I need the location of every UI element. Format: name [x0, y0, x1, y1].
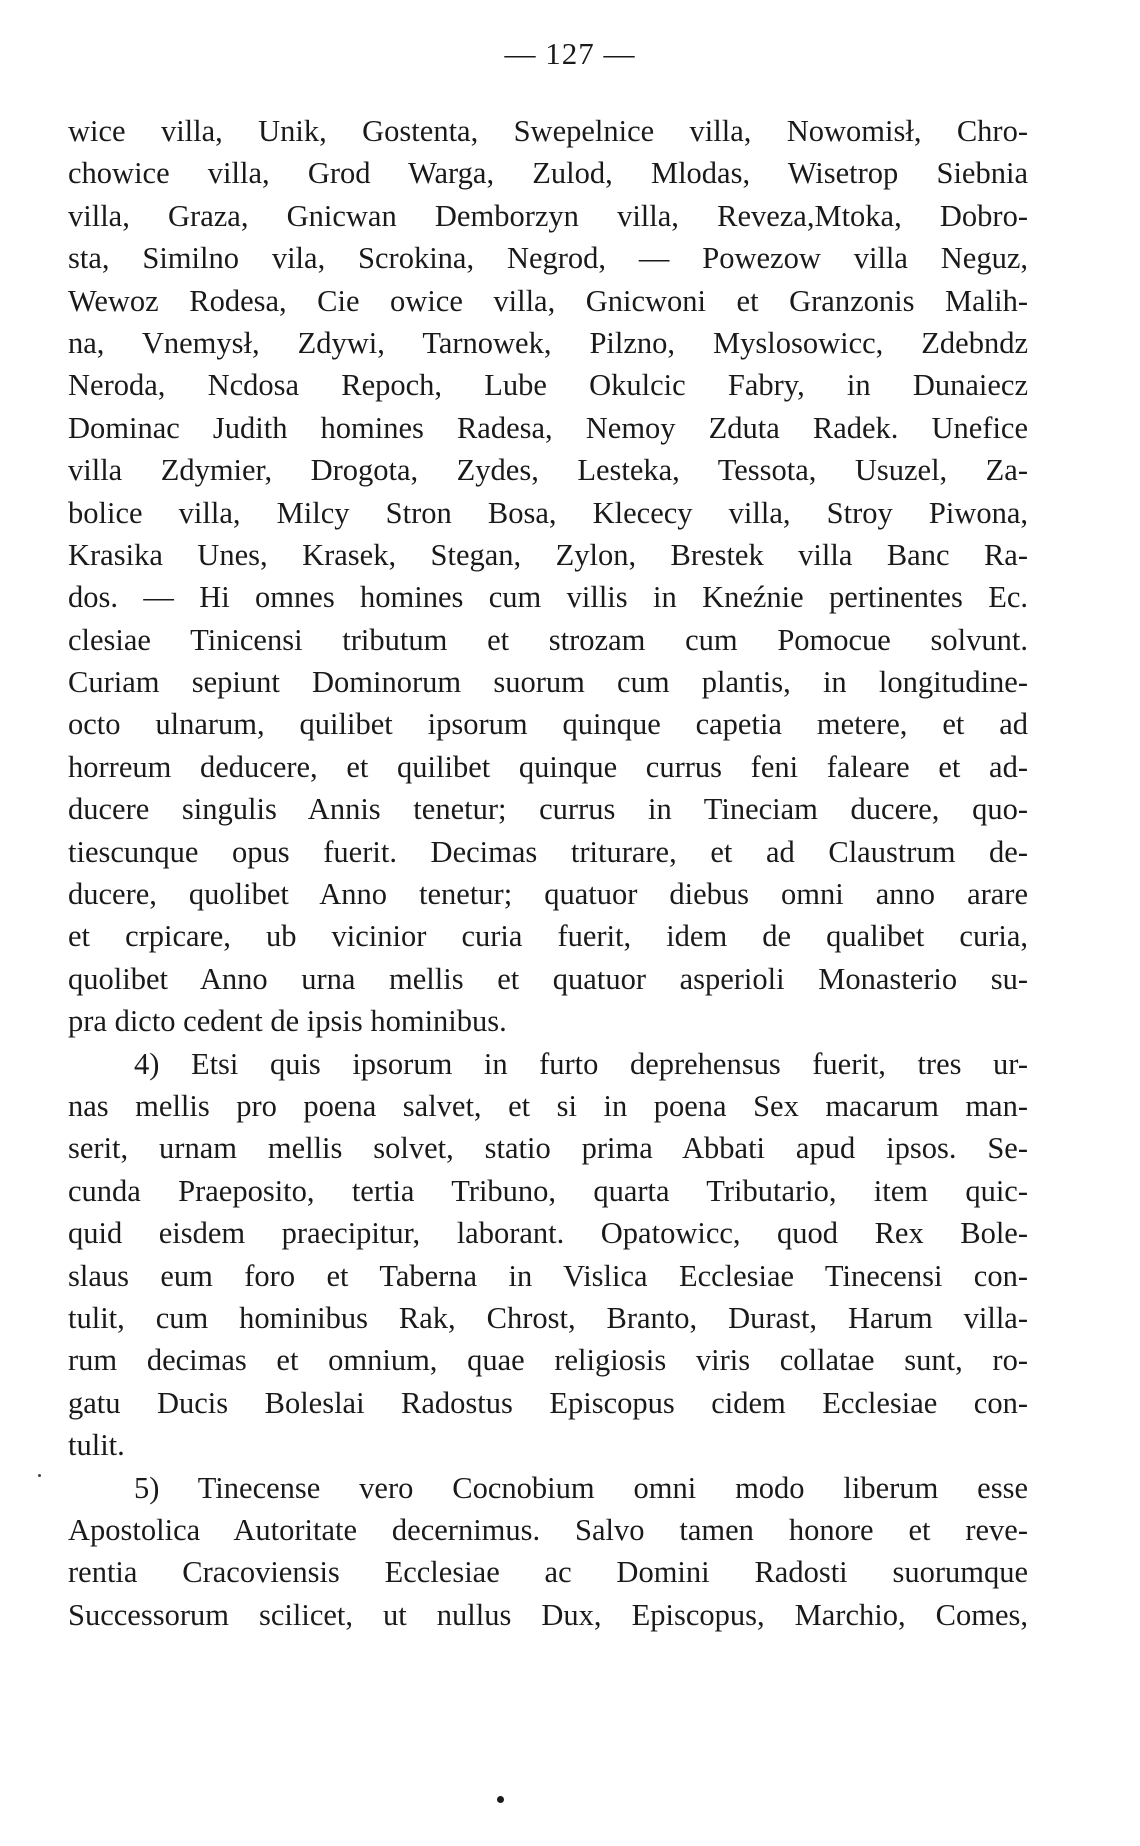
text-line: gatu Ducis Boleslai Radostus Episcopus cidem Ecclesiae con- — [68, 1385, 1028, 1420]
text-line: Apostolica Autoritate decernimus. Salvo tamen honore et reve- — [68, 1512, 1028, 1547]
text-line: tulit, cum hominibus Rak, Chrost, Branto, Durast, Harum villa- — [68, 1300, 1028, 1335]
paragraph-5-start: 5) Tinecense vero Cocnobium omni modo liberum esse — [134, 1470, 1028, 1505]
text-line: rum decimas et omnium, quae religiosis viris collatae sunt, ro- — [68, 1343, 1028, 1378]
text-line: chowice villa, Grod Warga, Zulod, Mlodas, Wisetrop Siebnia — [68, 156, 1028, 191]
page-number: — 127 — — [504, 36, 636, 71]
text-line: villa, Graza, Gnicwan Demborzyn villa, Reveza,Mtoka, Dobro- — [68, 198, 1028, 233]
text-line: quolibet Anno urna mellis et quatuor asperioli Monasterio su- — [68, 961, 1028, 996]
text-line: rentia Cracoviensis Ecclesiae ac Domini Radosti suorumque — [68, 1555, 1028, 1590]
text-line: Dominac Judith homines Radesa, Nemoy Zduta Radek. Unefice — [68, 410, 1028, 445]
text-line: nas mellis pro poena salvet, et si in poena Sex macarum man- — [68, 1088, 1028, 1123]
bottom-dot — [497, 1796, 504, 1803]
text-line: slaus eum foro et Taberna in Vislica Ecclesiae Tinecensi con- — [68, 1258, 1028, 1293]
text-line: serit, urnam mellis solvet, statio prima Abbati apud ipsos. Se- — [68, 1131, 1028, 1166]
text-line: horreum deducere, et quilibet quinque currus feni faleare et ad- — [68, 749, 1028, 784]
text-line: na, Vnemysł, Zdywi, Tarnowek, Pilzno, Myslosowicc, Zdebndz — [68, 325, 1028, 360]
text-line: Krasika Unes, Krasek, Stegan, Zylon, Brestek villa Banc Ra- — [68, 537, 1028, 572]
text-line: ducere singulis Annis tenetur; currus in Tineciam ducere, quo- — [68, 792, 1028, 827]
text-line: clesiae Tinicensi tributum et strozam cum Pomocue solvunt. — [68, 622, 1028, 657]
text-line: et crpicare, ub vicinior curia fuerit, idem de qualibet curia, — [68, 919, 1028, 954]
text-line: Neroda, Ncdosa Repoch, Lube Okulcic Fabry, in Dunaiecz — [68, 368, 1028, 403]
text-line: wice villa, Unik, Gostenta, Swepelnice villa, Nowomisł, Chro- — [68, 114, 1028, 148]
paragraph-4-start: 4) Etsi quis ipsorum in furto deprehensus fuerit, tres ur- — [134, 1046, 1028, 1081]
text-line: bolice villa, Milcy Stron Bosa, Klececy villa, Stroy Piwona, — [68, 495, 1028, 530]
text-line: Curiam sepiunt Dominorum suorum cum plantis, in longitudine- — [68, 665, 1028, 700]
text-line: Wewoz Rodesa, Cie owice villa, Gnicwoni et Granzonis Malih- — [68, 283, 1028, 318]
text-line: quid eisdem praecipitur, laborant. Opatowicc, quod Rex Bole- — [68, 1216, 1028, 1251]
text-line: dos. — Hi omnes homines cum villis in Kneźnie pertinentes Ec. — [68, 580, 1028, 615]
text-line: ducere, quolibet Anno tenetur; quatuor diebus omni anno arare — [68, 877, 1028, 912]
text-line: cunda Praeposito, tertia Tribuno, quarta Tributario, item quic- — [68, 1173, 1028, 1208]
text-line: tiescunque opus fuerit. Decimas triturare, et ad Claustrum de- — [68, 834, 1028, 869]
text-line: octo ulnarum, quilibet ipsorum quinque capetia metere, et ad — [68, 707, 1028, 742]
text-line: sta, Similno vila, Scrokina, Negrod, — Powezow villa Neguz, — [68, 241, 1028, 276]
text-line: Successorum scilicet, ut nullus Dux, Episcopus, Marchio, Comes, — [68, 1597, 1028, 1632]
text-line: villa Zdymier, Drogota, Zydes, Lesteka, Tessota, Usuzel, Za- — [68, 453, 1028, 488]
margin-speck — [38, 1474, 41, 1477]
text-line: tulit. — [68, 1428, 125, 1463]
text-line: pra dicto cedent de ipsis hominibus. — [68, 1004, 507, 1039]
body-text — [68, 110, 1028, 1636]
